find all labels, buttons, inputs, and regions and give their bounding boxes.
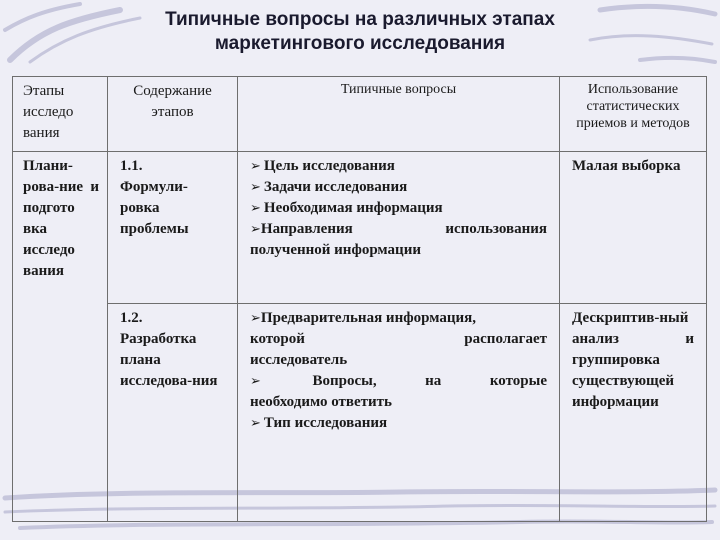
list-item: ➢ Необходимая информация bbox=[250, 200, 443, 216]
content-number: 1.2. bbox=[120, 310, 143, 326]
stages-table bbox=[12, 76, 707, 522]
title-line-2: маркетингового исследования bbox=[214, 33, 506, 54]
stage-cell: Плани-рова-ние и подгото вка исследо вания bbox=[13, 152, 108, 522]
list-item: ➢ Цель исследования bbox=[250, 158, 395, 174]
table-row bbox=[13, 304, 707, 522]
method-cell: Малая выборка bbox=[560, 152, 707, 304]
list-item: ➢ Тип исследования bbox=[250, 415, 388, 431]
questions-cell: ➢Предварительная информация, которой располагает исследователь ➢ Вопросы, на которые необходимо ответить ➢ Тип исследования bbox=[238, 304, 560, 522]
arrow-bullet-icon: ➢ bbox=[250, 416, 261, 431]
list-item: ➢Предварительная информация, bbox=[250, 310, 476, 326]
arrow-bullet-icon: ➢ bbox=[250, 159, 261, 174]
page-title bbox=[80, 8, 640, 56]
arrow-bullet-icon: ➢ bbox=[250, 201, 261, 216]
arrow-bullet-icon: ➢ bbox=[250, 311, 261, 326]
list-item: ➢Направления использования bbox=[250, 221, 547, 237]
header-content: Содержание этапов bbox=[108, 77, 238, 152]
arrow-bullet-icon: ➢ bbox=[250, 222, 261, 237]
arrow-bullet-icon: ➢ bbox=[250, 374, 261, 389]
method-cell: Дескриптив-ный анализ и группировка существующей информации bbox=[560, 304, 707, 522]
table-row bbox=[13, 152, 707, 304]
list-item: ➢ Вопросы, на которые bbox=[250, 371, 547, 392]
list-item: ➢ Задачи исследования bbox=[250, 179, 408, 195]
content-text: Разработка плана исследова-ния bbox=[120, 331, 218, 389]
header-questions: Типичные вопросы bbox=[238, 77, 560, 152]
content-cell bbox=[108, 152, 238, 304]
content-text: Формули-ровка проблемы bbox=[120, 179, 189, 237]
content-cell bbox=[108, 304, 238, 522]
content-number: 1.1. bbox=[120, 158, 143, 174]
header-methods: Использование статистических приемов и методов bbox=[560, 77, 707, 152]
title-line-1: Типичные вопросы на различных этапах bbox=[165, 9, 555, 30]
questions-cell: ➢ Цель исследования ➢ Задачи исследования ➢ Необходимая информация ➢Направления использования полученной информации bbox=[238, 152, 560, 304]
table-header-row bbox=[13, 77, 707, 152]
arrow-bullet-icon: ➢ bbox=[250, 180, 261, 195]
header-stages: Этапы исследо вания bbox=[13, 77, 108, 152]
